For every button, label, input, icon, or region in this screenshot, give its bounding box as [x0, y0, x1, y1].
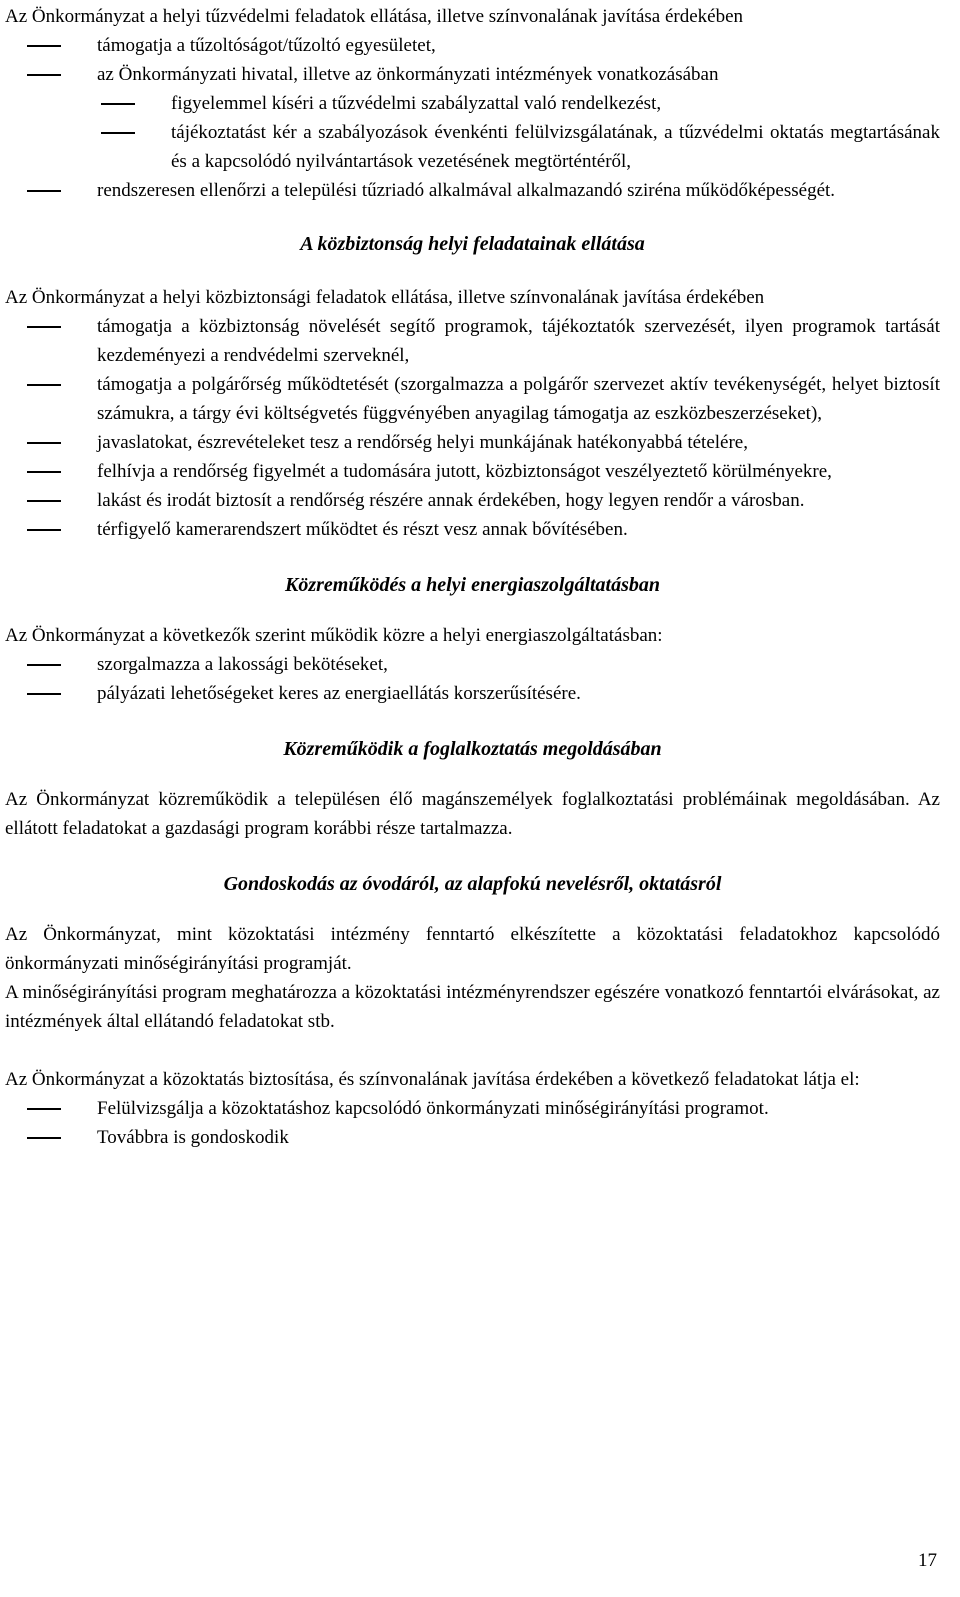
- list-item-text: támogatja a közbiztonság növelését segítő programok, tájékoztatók szervezését, ilyen programok tartását kezdeményezi a rendvédelmi szerveknél,: [97, 316, 940, 366]
- dash-bullet: [27, 428, 61, 457]
- education-paragraph: Az Önkormányzat a közoktatás biztosítása, és színvonalának javítása érdekében a következő feladatokat látja el:: [5, 1069, 860, 1090]
- list-item: [5, 1123, 940, 1152]
- education-paragraph: Az Önkormányzat, mint közoktatási intézmény fenntartó elkészítette a közoktatási feladatokhoz kapcsolódó önkormányzati minőségirányítási programját.: [5, 924, 940, 974]
- dash-bullet: [27, 312, 61, 341]
- dash-bullet: [27, 650, 61, 679]
- list-item-text: rendszeresen ellenőrzi a települési tűzriadó alkalmával alkalmazandó sziréna működőképességét.: [97, 180, 836, 201]
- energy-intro: Az Önkormányzat a következők szerint működik közre a helyi energiaszolgáltatásban:: [5, 625, 663, 646]
- dash-bullet: [27, 1094, 61, 1123]
- list-item: [5, 1094, 940, 1123]
- list-item: [5, 312, 940, 370]
- list-item-text: pályázati lehetőségeket keres az energiaellátás korszerűsítésére.: [97, 683, 581, 704]
- section-heading-security: A közbiztonság helyi feladatainak ellátása: [300, 233, 645, 255]
- dash-bullet: [27, 515, 61, 544]
- page-number: 17: [918, 1550, 937, 1571]
- dash-bullet: [27, 457, 61, 486]
- list-item-text: figyelemmel kíséri a tűzvédelmi szabályzattal való rendelkezést,: [171, 93, 662, 114]
- list-item-text: javaslatokat, észrevételeket tesz a rendőrség helyi munkájának hatékonyabbá tételére,: [97, 432, 748, 453]
- list-item: [5, 428, 940, 457]
- education-paragraph: A minőségirányítási program meghatározza a közoktatási intézményrendszer egészére vonatkozó fenntartói elvárásokat, az intézmények által ellátandó feladatokat stb.: [5, 982, 940, 1032]
- list-item-text: térfigyelő kamerarendszert működtet és részt vesz annak bővítésében.: [97, 519, 628, 540]
- list-item-text: Továbbra is gondoskodik: [97, 1127, 289, 1148]
- list-item: [5, 650, 940, 679]
- list-item-text: szorgalmazza a lakossági bekötéseket,: [97, 654, 388, 675]
- list-item: [5, 457, 940, 486]
- employment-text: Az Önkormányzat közreműködik a településen élő magánszemélyek foglalkoztatási problémáinak megoldásában. Az ellátott feladatokat a gazdasági program korábbi része tartalmazza.: [5, 789, 940, 839]
- list-item: [5, 515, 940, 544]
- section-heading-energy: Közreműködés a helyi energiaszolgáltatásban: [284, 574, 661, 596]
- dash-bullet: [27, 370, 61, 399]
- list-item: [5, 679, 940, 708]
- sub-list-item: [5, 118, 940, 176]
- list-item: [5, 60, 940, 89]
- dash-bullet: [27, 60, 61, 89]
- security-intro: Az Önkormányzat a helyi közbiztonsági feladatok ellátása, illetve színvonalának javítása érdekében: [5, 287, 765, 308]
- dash-bullet: [27, 679, 61, 708]
- dash-bullet: [27, 31, 61, 60]
- list-item-text: támogatja a tűzoltóságot/tűzoltó egyesületet,: [97, 35, 436, 56]
- list-item-text: lakást és irodát biztosít a rendőrség részére annak érdekében, hogy legyen rendőr a városban.: [97, 490, 805, 511]
- dash-bullet: [27, 1123, 61, 1152]
- sub-list-item: [5, 89, 940, 118]
- section-heading-education: Gondoskodás az óvodáról, az alapfokú nevelésről, oktatásról: [223, 873, 722, 895]
- document-page: [5, 2, 940, 1152]
- list-item: [5, 31, 940, 60]
- fire-intro: Az Önkormányzat a helyi tűzvédelmi feladatok ellátása, illetve színvonalának javítása érdekében: [5, 6, 744, 27]
- list-item-text: felhívja a rendőrség figyelmét a tudomására jutott, közbiztonságot veszélyeztető körülményekre,: [97, 461, 832, 482]
- list-item-text: támogatja a polgárőrség működtetését (szorgalmazza a polgárőr szervezet aktív tevékenységét, helyet biztosít számukra, a tárgy évi költségvetés függvényében anyagilag támogatja az eszközbeszerzéseket),: [97, 374, 940, 424]
- list-item: [5, 176, 940, 205]
- list-item: [5, 486, 940, 515]
- list-item-text: Felülvizsgálja a közoktatáshoz kapcsolódó önkormányzati minőségirányítási programot.: [97, 1098, 769, 1119]
- list-item: [5, 370, 940, 428]
- dash-bullet: [27, 176, 61, 205]
- section-heading-employment: Közreműködik a foglalkoztatás megoldásában: [283, 738, 662, 760]
- list-item-text: tájékoztatást kér a szabályozások évenkénti felülvizsgálatának, a tűzvédelmi oktatás megtartásának és a kapcsolódó nyilvántartások vezetésének megtörténtéről,: [171, 122, 940, 172]
- dash-bullet: [27, 486, 61, 515]
- dash-bullet: [101, 89, 135, 118]
- list-item-text: az Önkormányzati hivatal, illetve az önkormányzati intézmények vonatkozásában: [97, 64, 719, 85]
- dash-bullet: [101, 118, 135, 147]
